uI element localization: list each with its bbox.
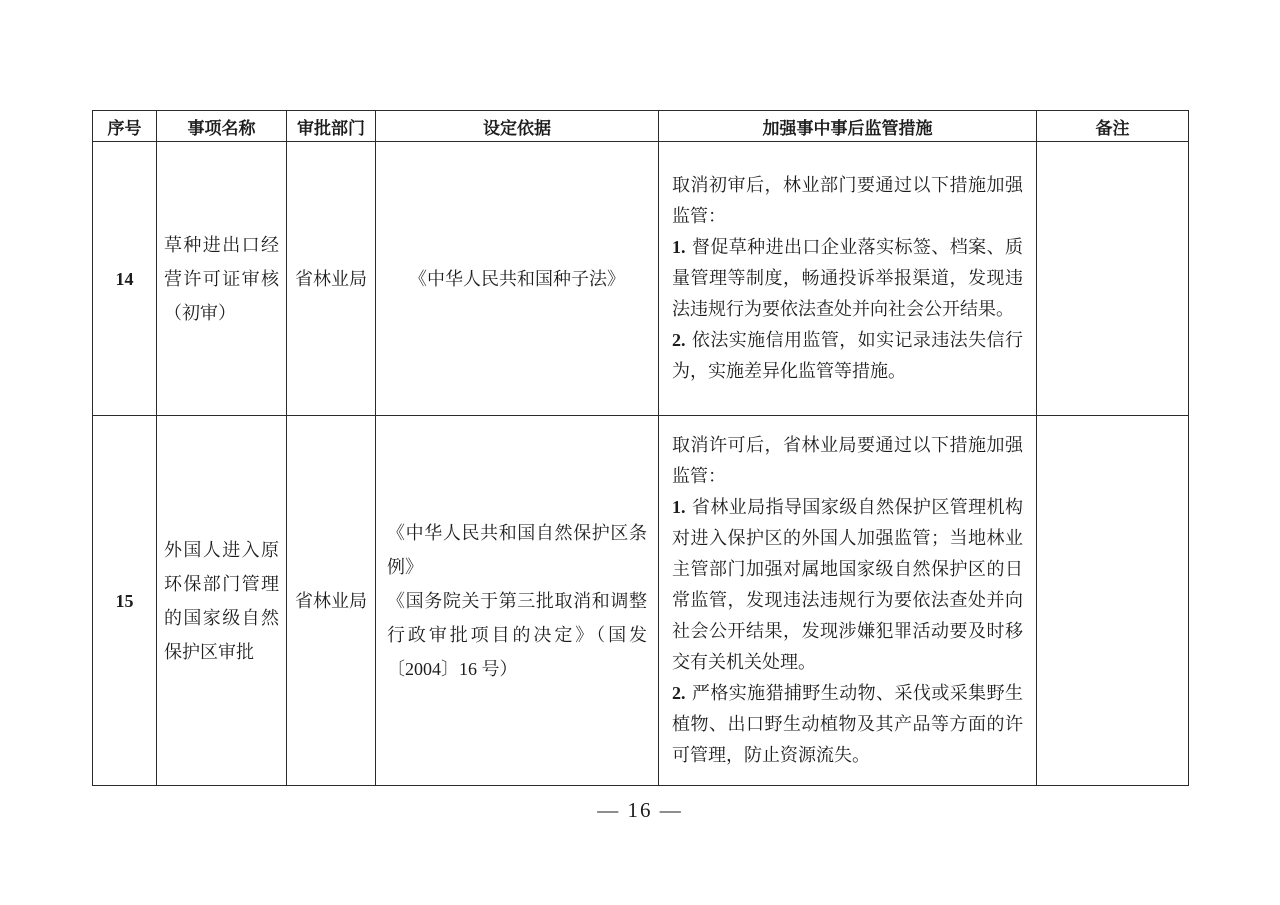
remark-cell	[1037, 416, 1189, 786]
col-header-basis: 设定依据	[376, 111, 659, 142]
col-header-item-name: 事项名称	[157, 111, 287, 142]
measure-text: 依法实施信用监管，如实记录违法失信行为，实施差异化监管等措施。	[672, 330, 1023, 381]
measure-item	[672, 232, 1023, 325]
measure-number: 2.	[672, 683, 686, 703]
measures-cell	[659, 416, 1037, 786]
department-cell: 省林业局	[287, 142, 376, 416]
measure-number: 2.	[672, 330, 686, 350]
basis-entry: 《中华人民共和国自然保护区条例》	[387, 522, 647, 577]
table-header-row	[93, 111, 1189, 142]
department-cell: 省林业局	[287, 416, 376, 786]
measure-text: 严格实施猎捕野生动物、采伐或采集野生植物、出口野生动植物及其产品等方面的许可管理，防止资源流失。	[672, 683, 1023, 765]
remark-cell	[1037, 142, 1189, 416]
measure-number: 1.	[672, 497, 686, 517]
table-row	[93, 416, 1189, 786]
basis-entry: 《中华人民共和国种子法》	[409, 268, 625, 289]
basis-entry: 《国务院关于第三批取消和调整行政审批项目的决定》（国发〔2004〕16 号）	[387, 590, 647, 679]
measures-intro: 取消许可后，省林业局要通过以下措施加强监管：	[672, 435, 1023, 486]
item-name-cell: 草种进出口经营许可证审核（初审）	[157, 142, 287, 416]
measure-text: 省林业局指导国家级自然保护区管理机构对进入保护区的外国人加强监管；当地林业主管部门加强对属地国家级自然保护区的日常监管，发现违法违规行为要依法查处并向社会公开结果，发现涉嫌犯罪活动要及时移交有关机关处理。	[672, 497, 1023, 672]
basis-cell	[376, 416, 659, 786]
row-no: 15	[93, 416, 157, 786]
measures-intro: 取消初审后，林业部门要通过以下措施加强监管：	[672, 175, 1023, 226]
measure-item	[672, 678, 1023, 771]
measure-text: 督促草种进出口企业落实标签、档案、质量管理等制度，畅通投诉举报渠道，发现违法违规行为要依法查处并向社会公开结果。	[672, 237, 1023, 319]
page-number: — 16 —	[597, 798, 683, 822]
col-header-department: 审批部门	[287, 111, 376, 142]
col-header-remarks: 备注	[1037, 111, 1189, 142]
measures-cell	[659, 142, 1037, 416]
approval-items-table	[92, 110, 1189, 786]
measure-number: 1.	[672, 237, 686, 257]
col-header-no: 序号	[93, 111, 157, 142]
row-no: 14	[93, 142, 157, 416]
table-row	[93, 142, 1189, 416]
measure-item	[672, 325, 1023, 387]
item-name-cell: 外国人进入原环保部门管理的国家级自然保护区审批	[157, 416, 287, 786]
basis-cell	[376, 142, 659, 416]
measure-item	[672, 492, 1023, 678]
col-header-measures: 加强事中事后监管措施	[659, 111, 1037, 142]
